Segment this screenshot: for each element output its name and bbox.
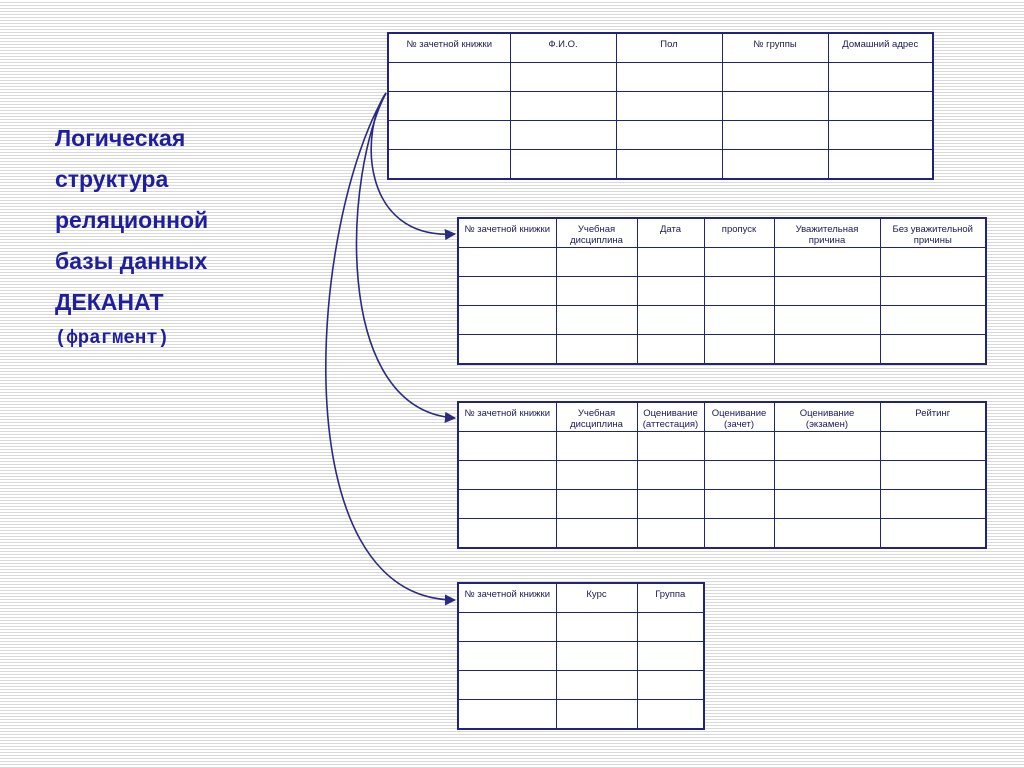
column-header: Дата bbox=[637, 218, 704, 248]
title-line-5: ДЕКАНАТ bbox=[55, 289, 164, 315]
column-header: № зачетной книжки bbox=[458, 583, 556, 613]
column-header: Без уважительной причины bbox=[880, 218, 986, 248]
column-header: № группы bbox=[722, 33, 828, 63]
column-header: № зачетной книжки bbox=[388, 33, 510, 63]
title-line-2: структура bbox=[55, 166, 169, 192]
column-header: Группа bbox=[637, 583, 704, 613]
column-header: Учебная дисциплина bbox=[556, 402, 637, 432]
title-line-1: Логическая bbox=[55, 125, 186, 151]
relationship-arrow bbox=[371, 93, 455, 234]
column-header: Пол bbox=[616, 33, 722, 63]
column-header: Учебная дисциплина bbox=[556, 218, 637, 248]
column-header: Ф.И.О. bbox=[510, 33, 616, 63]
column-header: Домашний адрес bbox=[828, 33, 933, 63]
column-header: Рейтинг bbox=[880, 402, 986, 432]
title-subtitle: (фрагмент) bbox=[55, 327, 170, 349]
title-line-4: базы данных bbox=[55, 248, 208, 274]
column-header: пропуск bbox=[704, 218, 774, 248]
title-line-3: реляционной bbox=[55, 207, 209, 233]
column-header: № зачетной книжки bbox=[458, 218, 556, 248]
column-header: Оценивание (зачет) bbox=[704, 402, 774, 432]
column-header: Уважительная причина bbox=[774, 218, 880, 248]
column-header: Оценивание (аттестация) bbox=[637, 402, 704, 432]
relationship-arrow bbox=[326, 93, 455, 600]
column-header: Оценивание (экзамен) bbox=[774, 402, 880, 432]
column-header: № зачетной книжки bbox=[458, 402, 556, 432]
column-header: Курс bbox=[556, 583, 637, 613]
